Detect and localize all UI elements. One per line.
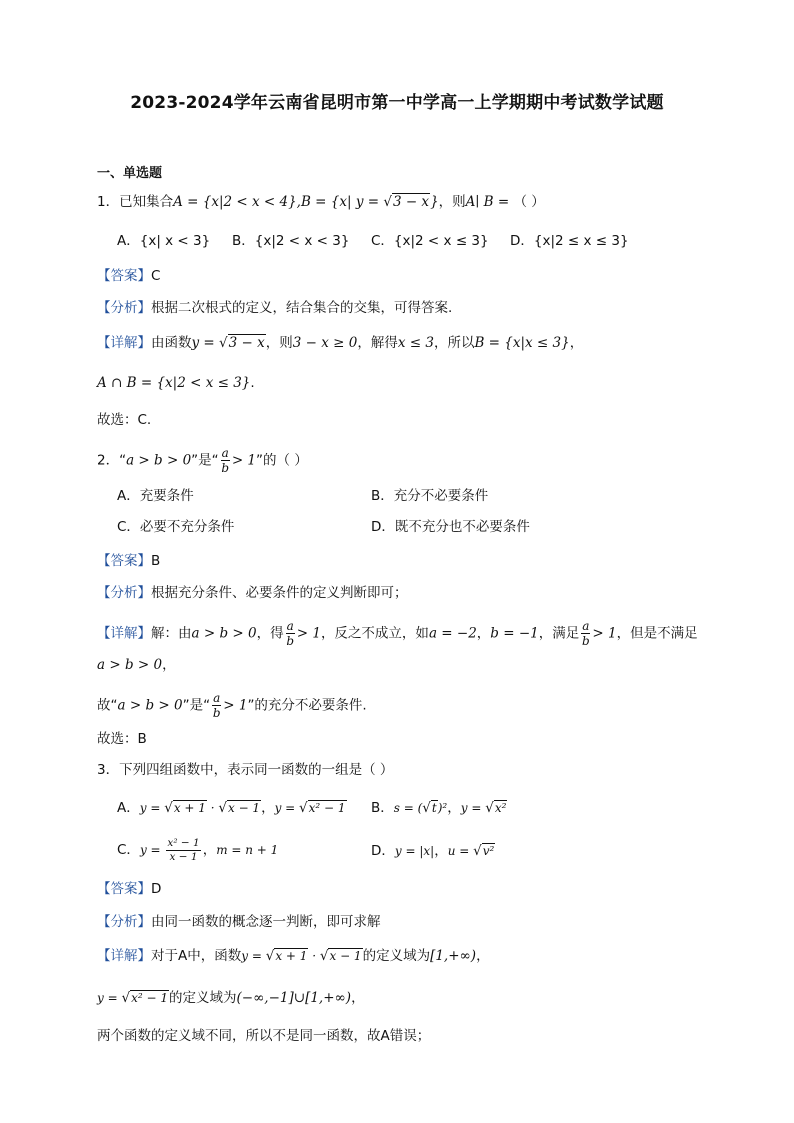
sqrt-icon: √ xyxy=(219,335,228,351)
q1-set-b-post: } xyxy=(430,194,439,210)
q2-stem xyxy=(97,447,308,474)
q3-detail-radicand-2: x − 1 xyxy=(329,949,362,963)
q1-answer xyxy=(97,266,160,286)
q3-detail-line2 xyxy=(97,988,365,1008)
q1-stem-b: ，则 xyxy=(438,194,466,210)
q3-detail-fn: y = xyxy=(241,949,266,963)
q1-set-b-pre: ,B = {x| y = xyxy=(296,194,384,210)
q3-option-b-sep: ， xyxy=(447,800,461,816)
q1-choice: 故选：C. xyxy=(97,412,152,428)
answer-label: 【答案】 xyxy=(97,881,151,897)
q2-conclusion xyxy=(97,692,367,719)
q2-conclusion-b: ”是“ xyxy=(182,697,211,714)
fraction-denominator: b xyxy=(221,461,230,475)
fraction-numerator: a xyxy=(582,619,590,633)
sqrt-icon: √ xyxy=(485,800,494,816)
q3-detail-line3: 两个函数的定义域不同，所以不是同一函数，故A错误； xyxy=(97,1028,431,1044)
answer-label: 【答案】 xyxy=(97,553,151,569)
q2-conclusion-c: ”的充分不必要条件. xyxy=(247,697,367,714)
q2-detail-sep: ， xyxy=(476,625,491,642)
q2-detail-text-f: ， xyxy=(162,657,176,673)
q3-option-c-f1: y = xyxy=(139,843,165,857)
fraction-numerator: x² − 1 xyxy=(167,837,200,849)
q1-ab: A∣ B xyxy=(465,194,494,210)
q3-option-b-radicand-1: t xyxy=(431,801,437,815)
q1-stem-c: = （ ） xyxy=(493,194,545,210)
q3-option-a-label: A． xyxy=(117,800,140,816)
q2-conclusion-fraction xyxy=(212,692,221,719)
q3-detail-text-c: ， xyxy=(476,948,490,964)
q2-detail-gt1: > 1 xyxy=(296,625,321,642)
q3-option-d-radicand: v² xyxy=(482,844,495,858)
fraction-numerator: a xyxy=(221,446,229,460)
q2-detail-fraction-2 xyxy=(581,620,590,647)
q1-detail-x: x ≤ 3 xyxy=(397,335,434,351)
q2-detail-text-e: ，但是不满足 xyxy=(616,625,698,642)
q3-option-a-f2: y = xyxy=(274,801,300,815)
q1-detail-set: B = {x|x ≤ 3} xyxy=(474,335,570,351)
sqrt-icon: √ xyxy=(164,800,173,816)
q1-stem-a: 1．已知集合 xyxy=(97,194,174,210)
q2-stem-c: ”的（ ） xyxy=(256,452,308,469)
q3-option-b-label: B． xyxy=(371,800,394,816)
q3-line2-fn: y = xyxy=(97,991,122,1005)
q3-option-d xyxy=(371,841,495,861)
detail-label: 【详解】 xyxy=(97,335,151,351)
q1-detail-text-d: ，所以 xyxy=(433,335,475,351)
q3-option-b xyxy=(371,798,507,818)
answer-label: 【答案】 xyxy=(97,268,151,284)
q3-analysis-text: 由同一函数的概念逐一判断，即可求解 xyxy=(151,914,381,930)
fraction-denominator: x − 1 xyxy=(169,850,198,863)
q1-set-a: A = {x|2 < x < 4} xyxy=(173,194,297,210)
q3-option-a xyxy=(117,798,347,818)
q3-option-b-f1a: s = ( xyxy=(393,801,423,815)
q2-detail-b-value: b = −1 xyxy=(490,625,539,642)
q2-stem-a: 2．“ xyxy=(97,452,127,469)
q2-option-b: B．充分不必要条件 xyxy=(371,488,489,504)
q3-option-d-f1: y = |x| xyxy=(394,844,435,858)
q3-option-a-dot: · xyxy=(206,801,219,815)
q3-option-b-f1b: )² xyxy=(437,801,448,815)
analysis-label: 【分析】 xyxy=(97,300,151,316)
q3-line2-radicand: x² − 1 xyxy=(131,991,168,1005)
q3-line2-text-a: 的定义域为 xyxy=(168,990,237,1006)
fraction-denominator: b xyxy=(286,634,294,648)
q1-option-b: B．{x|2 < x < 3} xyxy=(232,233,350,249)
fraction-numerator: a xyxy=(213,691,221,705)
q2-gt1: > 1 xyxy=(231,452,257,469)
q1-answer-value: C xyxy=(151,268,161,284)
q2-detail-fraction xyxy=(286,620,295,647)
q1-option-c: C．{x|2 < x ≤ 3} xyxy=(371,233,489,249)
q3-option-a-sep: ， xyxy=(261,800,275,816)
q1-detail-radicand: 3 − x xyxy=(228,335,265,351)
q3-detail-text-b: 的定义域为 xyxy=(362,948,431,964)
q2-analysis-text: 根据充分条件、必要条件的定义判断即可； xyxy=(151,585,408,601)
q1-analysis xyxy=(97,298,452,318)
sqrt-icon: √ xyxy=(265,948,275,964)
q2-conclusion-gt1: > 1 xyxy=(223,697,248,714)
q1-option-d: D．{x|2 ≤ x ≤ 3} xyxy=(510,233,629,249)
q1-intersection xyxy=(97,373,255,393)
q3-option-c-sep: ， xyxy=(202,842,217,858)
q2-detail-text-a: 解：由 xyxy=(151,625,192,642)
q2-stem-b: ”是“ xyxy=(191,452,219,469)
q2-condition: a > b > 0 xyxy=(126,452,192,469)
q3-option-a-f1: y = xyxy=(139,801,165,815)
q3-line2-text-b: ， xyxy=(351,990,365,1006)
q3-option-d-f2: u = xyxy=(447,844,474,858)
q3-line2-domain: (−∞,−1]∪[1,+∞) xyxy=(236,990,352,1006)
q3-detail-domain: [1,+∞) xyxy=(430,948,477,964)
q2-detail xyxy=(97,620,698,647)
q3-option-b-f2: y = xyxy=(460,801,486,815)
q2-detail-text-b: ，得 xyxy=(256,625,284,642)
sqrt-icon: √ xyxy=(473,843,482,859)
q1-detail-fn: y = xyxy=(191,335,220,351)
fraction-denominator: b xyxy=(581,634,590,648)
q2-analysis xyxy=(97,583,408,603)
sqrt-icon: √ xyxy=(218,800,227,816)
q3-analysis xyxy=(97,912,381,932)
q1-detail-text-e: ， xyxy=(569,335,584,351)
q2-detail-text-d: ，满足 xyxy=(538,625,580,642)
fraction-denominator: b xyxy=(212,706,221,720)
detail-label: 【详解】 xyxy=(97,948,151,964)
q3-answer xyxy=(97,879,161,899)
q3-option-d-label: D． xyxy=(371,843,395,859)
q3-option-b-radicand-2: x² xyxy=(494,801,507,815)
q2-conclusion-condition: a > b > 0 xyxy=(117,697,183,714)
analysis-label: 【分析】 xyxy=(97,914,151,930)
q3-detail-dot: · xyxy=(308,949,320,963)
sqrt-icon: √ xyxy=(121,990,131,1006)
analysis-label: 【分析】 xyxy=(97,585,151,601)
sqrt-icon: √ xyxy=(383,194,392,210)
q2-fraction xyxy=(221,447,230,474)
q3-detail xyxy=(97,946,490,966)
q3-option-c-label: C． xyxy=(117,842,140,858)
q3-option-c xyxy=(117,838,278,862)
q2-detail-line2 xyxy=(97,655,176,675)
q2-answer-value: B xyxy=(151,553,161,569)
q1-detail-text-b: ，则 xyxy=(265,335,293,351)
sqrt-icon: √ xyxy=(319,948,329,964)
q3-option-a-radicand-2: x − 1 xyxy=(227,801,261,815)
q1-option-a: A．{x| x < 3} xyxy=(117,233,211,249)
q1-detail-text-a: 由函数 xyxy=(151,335,192,351)
q2-detail-condition: a > b > 0 xyxy=(191,625,257,642)
q2-detail-text-c: ，反之不成立，如 xyxy=(320,625,429,642)
q3-option-c-fraction xyxy=(166,838,200,862)
q1-detail-text-c: ，解得 xyxy=(357,335,398,351)
section-heading: 一、单选题 xyxy=(97,166,163,181)
q2-detail-gt1-2: > 1 xyxy=(592,625,617,642)
q2-choice: 故选：B xyxy=(97,731,147,747)
sqrt-icon: √ xyxy=(299,800,308,816)
q2-option-d: D．既不充分也不必要条件 xyxy=(371,519,530,535)
q2-detail-condition-2: a > b > 0 xyxy=(97,657,163,673)
fraction-numerator: a xyxy=(286,619,294,633)
q3-detail-text-a: 对于A中，函数 xyxy=(151,948,242,964)
q1-detail-ineq: 3 − x ≥ 0 xyxy=(292,335,358,351)
q1-intersection-formula: A ∩ B = {x|2 < x ≤ 3} xyxy=(97,375,251,391)
detail-label: 【详解】 xyxy=(97,625,151,642)
q2-answer xyxy=(97,551,160,571)
q2-conclusion-a: 故“ xyxy=(97,697,118,714)
q1-intersection-end: . xyxy=(250,375,255,391)
q3-option-d-sep: ， xyxy=(434,843,448,859)
q3-answer-value: D xyxy=(151,881,162,897)
page-title: 2023-2024学年云南省昆明市第一中学高一上学期期中考试数学试题 xyxy=(130,93,664,113)
q3-option-a-radicand-1: x + 1 xyxy=(173,801,206,815)
q2-detail-a-value: a = −2 xyxy=(428,625,477,642)
q2-option-a: A．充要条件 xyxy=(117,488,194,504)
q3-detail-radicand-1: x + 1 xyxy=(275,949,308,963)
q3-option-a-radicand-3: x² − 1 xyxy=(308,801,346,815)
q1-detail xyxy=(97,333,583,353)
q3-stem: 3．下列四组函数中，表示同一函数的一组是（ ） xyxy=(97,762,394,778)
q1-analysis-text: 根据二次根式的定义，结合集合的交集，可得答案. xyxy=(151,300,453,316)
q1-set-b-radicand: 3 − x xyxy=(392,194,430,210)
q1-stem xyxy=(97,192,545,212)
q3-option-c-f2: m = n + 1 xyxy=(216,843,279,857)
sqrt-icon: √ xyxy=(422,800,431,816)
q2-option-c: C．必要不充分条件 xyxy=(117,519,235,535)
